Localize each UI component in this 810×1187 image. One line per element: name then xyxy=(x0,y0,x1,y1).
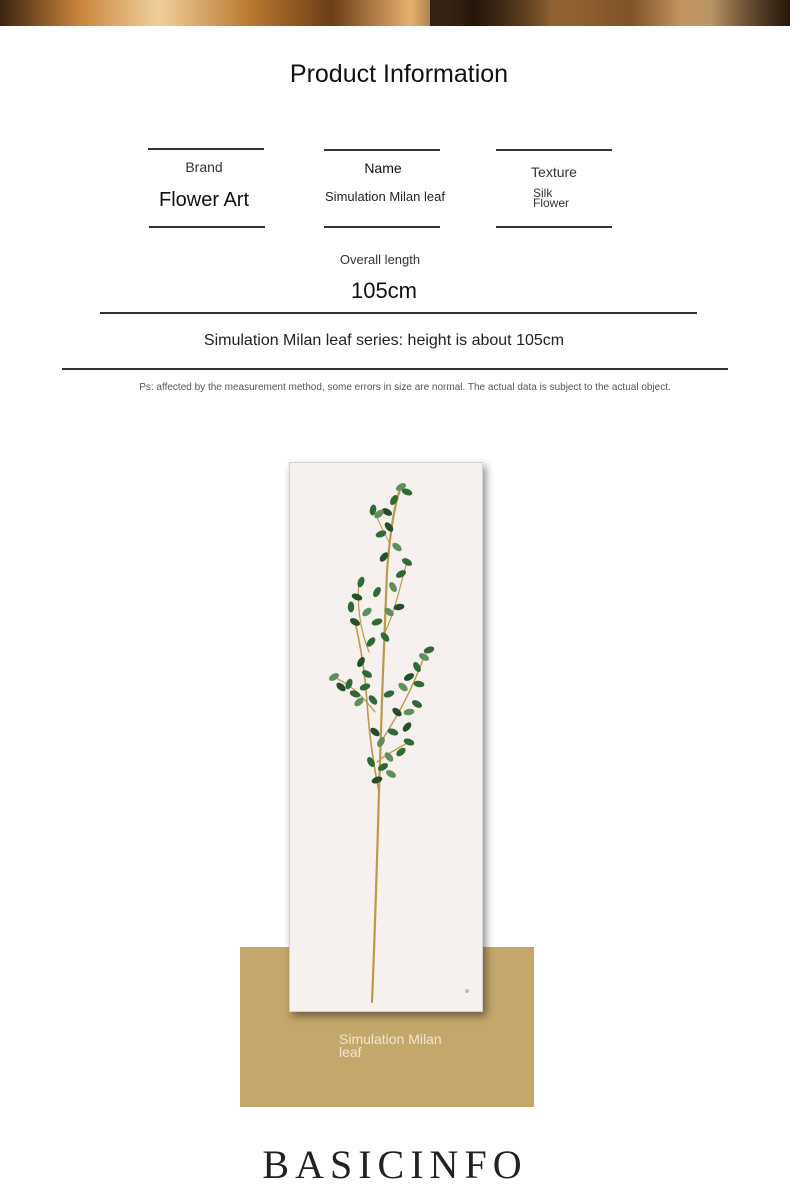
leaf xyxy=(371,617,384,627)
photo-frame-dot xyxy=(465,989,469,993)
overall-length-label: Overall length xyxy=(339,252,421,267)
leaf xyxy=(361,606,374,618)
milan-leaf-plant-illustration xyxy=(289,462,483,1012)
showcase-caption xyxy=(339,1033,479,1059)
leaf xyxy=(371,586,382,599)
texture-top-rule xyxy=(496,149,612,151)
leaf xyxy=(387,581,398,594)
leaf xyxy=(403,671,416,682)
overall-length-rule xyxy=(100,312,697,314)
leaf xyxy=(401,721,413,734)
brand-label: Brand xyxy=(185,159,223,175)
basic-info-heading xyxy=(0,1142,790,1187)
leaf xyxy=(375,736,386,749)
showcase-caption-line2: leaf xyxy=(339,1044,362,1060)
texture-bottom-rule xyxy=(496,226,612,228)
leaf xyxy=(375,529,388,539)
texture-label: Texture xyxy=(531,164,577,180)
leaf xyxy=(356,576,366,589)
brand-bottom-rule xyxy=(149,226,265,228)
measurement-note: Ps: affected by the measurement method, some errors in size are normal. The actual data is subject to the actual object. xyxy=(139,382,671,393)
leaf xyxy=(395,746,408,758)
texture-value-line1: Silk xyxy=(533,186,553,200)
page-title: Product Information xyxy=(289,60,509,88)
name-value: Simulation Milan leaf xyxy=(325,189,445,204)
name-bottom-rule xyxy=(324,226,440,228)
product-photo xyxy=(289,462,483,1012)
leaf xyxy=(348,602,354,613)
series-description: Simulation Milan leaf series: height is about 105cm xyxy=(203,332,565,349)
leaf xyxy=(401,556,414,567)
leaf xyxy=(411,698,424,709)
basic-info-heading-text: BASICINFO xyxy=(262,1142,528,1187)
brand-top-rule xyxy=(148,148,264,150)
leaf xyxy=(403,708,415,716)
texture-value xyxy=(533,188,593,208)
leaf xyxy=(423,645,436,655)
leaf xyxy=(411,661,422,674)
leaf xyxy=(383,689,396,699)
brand-value: Flower Art xyxy=(158,189,250,211)
leaf xyxy=(383,751,395,764)
top-banner-overlay xyxy=(430,0,790,26)
name-top-rule xyxy=(324,149,440,151)
name-label: Name xyxy=(364,160,402,176)
leaf xyxy=(385,768,398,779)
leaf xyxy=(361,668,374,679)
texture-value-line2: Flower xyxy=(533,196,570,210)
leaf xyxy=(328,671,341,682)
leaf xyxy=(403,737,416,747)
overall-length-value: 105cm xyxy=(350,278,418,303)
leaf xyxy=(395,568,408,579)
leaf xyxy=(355,656,366,669)
leaf xyxy=(397,681,410,693)
leaf xyxy=(351,592,364,602)
leaf xyxy=(391,541,404,553)
series-rule xyxy=(62,368,728,370)
showcase-caption-line1: Simulation Milan xyxy=(339,1031,442,1047)
